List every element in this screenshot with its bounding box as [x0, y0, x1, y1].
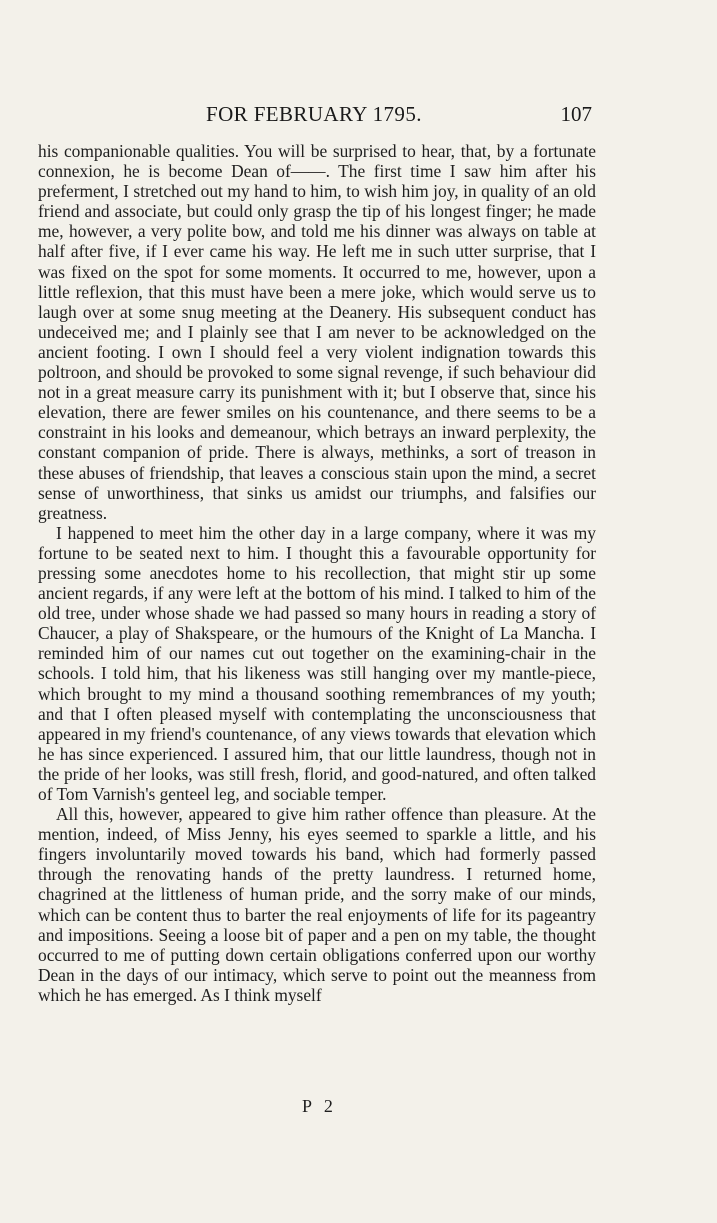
- paragraph-2: I happened to meet him the other day in a large company, where it was my fortune to be seated next to him. I thought this a favourable opportunity for pressing some anecdotes home to his recollection, that might stir up some ancient regards, if any were left at the bottom of his mind. I talked to him of the old tree, under whose shade we had passed so many hours in reading a story of Chaucer, a play of Shakspeare, or the humours of the Knight of La Mancha. I reminded him of our names cut out together on the examining-chair in the schools. I told him, that his likeness was still hanging over my mantle-piece, which brought to my mind a thousand soothing remembrances of my youth; and that I often pleased myself with contemplating the unconsciousness that appeared in my friend's countenance, of any views towards that elevation which he has since experienced. I assured him, that our little laundress, though not in the pride of her looks, was still fresh, florid, and good-natured, and often talked of Tom Varnish's genteel leg, and sociable temper.: [38, 522, 596, 804]
- paragraph-1: his companionable qualities. You will be surprised to hear, that, by a fortunate connexion, he is become Dean of——. The first time I saw him after his preferment, I stretched out my hand to him, to wish him joy, in quality of an old friend and associate, but could only grasp the tip of his longest finger; he made me, however, a very polite bow, and told me his dinner was always on table at half after five, if I ever came his way. He left me in such utter surprise, that I was fixed on the spot for some moments. It occurred to me, however, upon a little reflexion, that this must have been a mere joke, which would serve us to laugh over at some snug meeting at the Deanery. His subsequent conduct has undeceived me; and I plainly see that I am never to be acknowledged on the ancient footing. I own I should feel a very violent indignation towards this poltroon, and should be provoked to some signal revenge, if such behaviour did not in a great measure carry its punishment with it; but I observe that, since his elevation, there are fewer smiles on his countenance, and there seems to be a constraint in his looks and demeanour, which betrays an inward perplexity, the constant companion of pride. There is always, methinks, a sort of treason in these abuses of friendship, that leaves a conscious stain upon the mind, a secret sense of unworthiness, that sinks us amidst our triumphs, and falsifies our greatness.: [38, 141, 596, 523]
- signature-mark: P 2: [302, 1096, 337, 1116]
- page-header: [40, 98, 600, 128]
- running-head: FOR FEBRUARY 1795.: [206, 102, 422, 126]
- page-number: 107: [560, 102, 592, 126]
- paragraph-3: All this, however, appeared to give him rather offence than pleasure. At the mention, indeed, of Miss Jenny, his eyes seemed to sparkle a little, and his fingers involuntarily moved towards his band, which had formerly passed through the renovating hands of the pretty laundress. I returned home, chagrined at the littleness of human pride, and the sorry make of our minds, which can be content thus to barter the real enjoyments of life for its pageantry and impositions. Seeing a loose bit of paper and a pen on my table, the thought occurred to me of putting down certain obligations conferred upon our worthy Dean in the days of our intimacy, which serve to point out the meanness from which he has emerged. As I think myself: [38, 804, 596, 1005]
- body-text: [38, 141, 596, 1005]
